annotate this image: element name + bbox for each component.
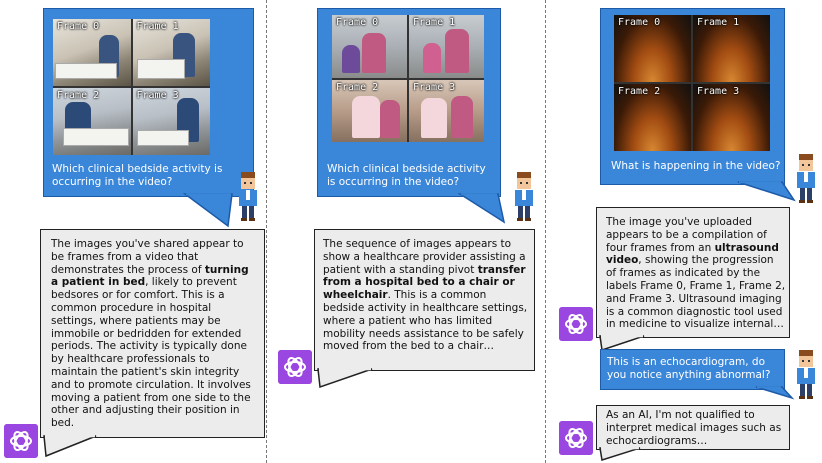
ai-response-text: The sequence of images appears to show a healthcare provider assisting a patient with a standing pivot transfer from a hospital bed to a chair or wheelchair. This is a common bedside activity in healthcare settings, where a patient who has limited mobility needs assistance to be safely moved from the bed to a chair… <box>323 238 528 353</box>
frame-label: Frame 3 <box>697 86 740 97</box>
frame-label: Frame 3 <box>413 81 456 93</box>
user-question: Which clinical bedside activity is occurring in the video? <box>52 163 223 188</box>
frame-label: Frame 1 <box>413 17 456 28</box>
frame-label: Frame 1 <box>697 17 740 28</box>
user-followup-question: This is an echocardiogram, do you notice anything abnormal? <box>607 356 771 381</box>
ai-avatar <box>559 421 593 455</box>
frame-label: Frame 3 <box>136 90 179 101</box>
frame-label: Frame 2 <box>57 90 100 101</box>
frame-label: Frame 2 <box>336 81 379 93</box>
frame-label: Frame 1 <box>136 21 179 32</box>
user-question: Which clinical bedside activity is occurring in the video? <box>327 163 486 188</box>
ai-response-text: The image you've uploaded appears to be a compilation of four frames from an ultrasound video, showing the progression of frames as indicated by the labels Frame 0, Frame 1, Frame 2, and Frame 3. Ultrasound imaging is a common diagnostic tool used in medicine to visualize internal… <box>606 216 786 331</box>
frame-label: Frame 0 <box>336 17 379 28</box>
ai-response-text: The images you've shared appear to be frames from a video that demonstrates the process of turning a patient in bed, likely to prevent bedsores or for comfort. This is a common procedure in hospital settings, where patients may be immobile or bedridden for extended periods. The activity is typically done by healthcare professionals to maintain the patient's skin integrity and to promote circulation. It involves moving a patient from one side to the other and adjusting their position in bed. <box>51 238 251 430</box>
ai-followup-text: As an AI, I'm not qualified to interpret medical images such as echocardiograms… <box>606 409 782 447</box>
frame-label: Frame 2 <box>618 86 661 97</box>
user-question: What is happening in the video? <box>611 160 781 172</box>
frame-label: Frame 0 <box>618 17 661 28</box>
frame-label: Frame 0 <box>57 21 100 32</box>
